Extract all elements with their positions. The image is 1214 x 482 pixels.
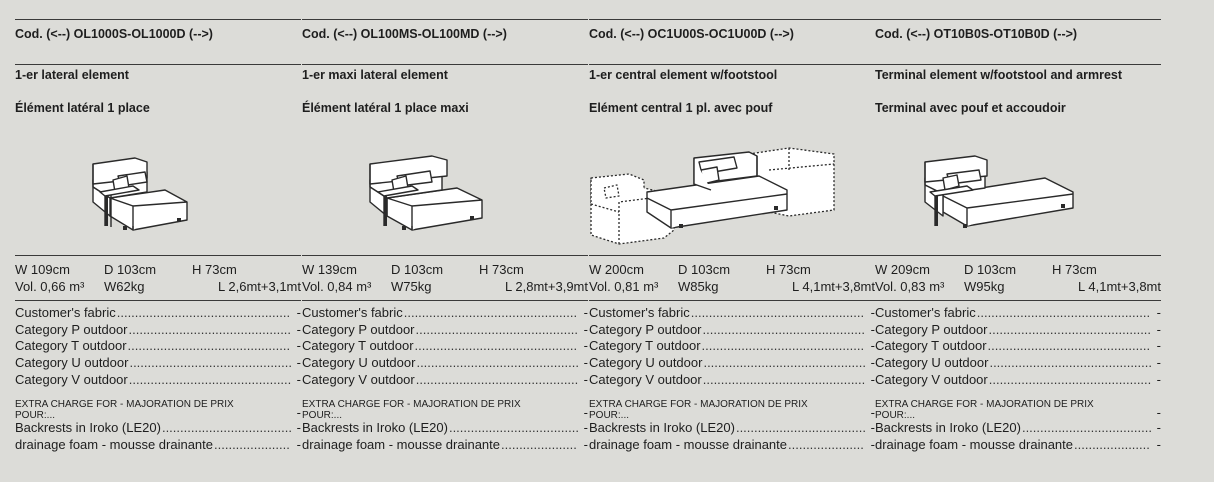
price-row: Category T outdoor ..... - [875, 338, 1161, 355]
depth-value: D 103cm [104, 262, 157, 277]
height-value: H 73cm [766, 262, 811, 277]
width-value: W 200cm [589, 262, 644, 277]
length-value: L 2,8mt+3,9mt [505, 279, 588, 294]
length-value: L 4,1mt+3,8mt [792, 279, 875, 294]
price-row: Customer's fabric ..... - [302, 305, 588, 322]
extra-row: Backrests in Iroko (LE20) ..... - [302, 420, 588, 437]
extra-charge-value: - [1156, 405, 1161, 420]
divider [15, 300, 301, 301]
extra-row: drainage foam - mousse drainante ..... - [15, 437, 301, 454]
divider [302, 64, 588, 65]
divider [875, 64, 1161, 65]
depth-value: D 103cm [964, 262, 1017, 277]
price-row: Customer's fabric ..... - [875, 305, 1161, 322]
product-code: Cod. (<--) OT10B0S-OT10B0D (-->) [875, 27, 1078, 41]
weight-value: W85kg [678, 279, 719, 294]
central-seat-footstool-icon [589, 140, 875, 250]
price-row: Customer's fabric ..... - [589, 305, 875, 322]
price-list [589, 305, 875, 388]
product-name-en: Terminal element w/footstool and armrest [875, 68, 1123, 82]
extra-charge-value: - [870, 405, 875, 420]
length-value: L 2,6mt+3,1mt [218, 279, 301, 294]
extra-charge-title: EXTRA CHARGE FOR - MAJORATION DE PRIX POUR:... [302, 399, 521, 421]
product-column-central [589, 0, 875, 482]
dimensions-row [302, 262, 588, 280]
shipping-row [589, 279, 875, 297]
height-value: H 73cm [192, 262, 237, 277]
extras-list [15, 420, 301, 453]
product-name-fr: Elément central 1 pl. avec pouf [589, 101, 773, 115]
price-row: Category V outdoor ..... - [15, 372, 301, 389]
volume-value: Vol. 0,83 m³ [875, 279, 945, 294]
price-row: Category P outdoor ..... - [302, 322, 588, 339]
product-name-en: 1-er maxi lateral element [302, 68, 448, 82]
volume-value: Vol. 0,66 m³ [15, 279, 85, 294]
price-row: Category P outdoor ..... - [875, 322, 1161, 339]
maxi-lateral-seat-icon [302, 140, 588, 250]
divider [302, 255, 588, 256]
product-code: Cod. (<--) OC1U00S-OC1U00D (-->) [589, 27, 794, 41]
shipping-row [15, 279, 301, 297]
extra-charge-title: EXTRA CHARGE FOR - MAJORATION DE PRIX POUR:... [875, 399, 1094, 421]
lateral-seat-icon [15, 140, 301, 250]
extra-row: Backrests in Iroko (LE20) ..... - [15, 420, 301, 437]
height-value: H 73cm [479, 262, 524, 277]
length-value: L 4,1mt+3,8mt [1078, 279, 1161, 294]
price-list [15, 305, 301, 388]
price-row: Category T outdoor ..... - [15, 338, 301, 355]
dimensions-row [589, 262, 875, 280]
extras-list [302, 420, 588, 453]
price-list [302, 305, 588, 388]
product-name-fr: Élément latéral 1 place [15, 101, 150, 115]
extra-charge-title: EXTRA CHARGE FOR - MAJORATION DE PRIX POUR:... [589, 399, 808, 421]
price-row: Customer's fabric ..... - [15, 305, 301, 322]
product-name-fr: Terminal avec pouf et accoudoir [875, 101, 1066, 115]
weight-value: W62kg [104, 279, 145, 294]
product-name-fr: Élément latéral 1 place maxi [302, 101, 469, 115]
product-name-en: 1-er central element w/footstool [589, 68, 778, 82]
price-list [875, 305, 1161, 388]
extras-list [589, 420, 875, 453]
divider [875, 19, 1161, 20]
extra-row: drainage foam - mousse drainante ..... - [589, 437, 875, 454]
product-code: Cod. (<--) OL1000S-OL1000D (-->) [15, 27, 213, 41]
divider [589, 19, 875, 20]
extra-row: Backrests in Iroko (LE20) ..... - [875, 420, 1161, 437]
width-value: W 109cm [15, 262, 70, 277]
height-value: H 73cm [1052, 262, 1097, 277]
width-value: W 209cm [875, 262, 930, 277]
product-column-maxi-lateral [302, 0, 588, 482]
divider [875, 300, 1161, 301]
depth-value: D 103cm [678, 262, 731, 277]
divider [15, 19, 301, 20]
product-name-en: 1-er lateral element [15, 68, 129, 82]
width-value: W 139cm [302, 262, 357, 277]
price-row: Category U outdoor ..... - [875, 355, 1161, 372]
shipping-row [302, 279, 588, 297]
divider [15, 64, 301, 65]
product-code: Cod. (<--) OL100MS-OL100MD (-->) [302, 27, 507, 41]
divider [589, 300, 875, 301]
price-row: Category P outdoor ..... - [15, 322, 301, 339]
dimensions-row [875, 262, 1161, 280]
product-column-lateral [15, 0, 301, 482]
volume-value: Vol. 0,84 m³ [302, 279, 372, 294]
divider [589, 64, 875, 65]
volume-value: Vol. 0,81 m³ [589, 279, 659, 294]
price-row: Category T outdoor ..... - [302, 338, 588, 355]
extra-charge-title: EXTRA CHARGE FOR - MAJORATION DE PRIX POUR:... [15, 399, 234, 421]
divider [15, 255, 301, 256]
divider [302, 300, 588, 301]
product-column-terminal [875, 0, 1161, 482]
price-row: Category V outdoor ..... - [875, 372, 1161, 389]
price-row: Category T outdoor ..... - [589, 338, 875, 355]
price-row: Category U outdoor ..... - [589, 355, 875, 372]
divider [875, 255, 1161, 256]
weight-value: W75kg [391, 279, 432, 294]
price-row: Category U outdoor ..... - [15, 355, 301, 372]
extra-charge-value: - [296, 405, 301, 420]
price-row: Category U outdoor ..... - [302, 355, 588, 372]
divider [302, 19, 588, 20]
extra-row: drainage foam - mousse drainante ..... - [875, 437, 1161, 454]
shipping-row [875, 279, 1161, 297]
extras-list [875, 420, 1161, 453]
terminal-footstool-armrest-icon [875, 140, 1161, 250]
price-row: Category V outdoor ..... - [589, 372, 875, 389]
depth-value: D 103cm [391, 262, 444, 277]
weight-value: W95kg [964, 279, 1005, 294]
dimensions-row [15, 262, 301, 280]
price-row: Category V outdoor ..... - [302, 372, 588, 389]
price-row: Category P outdoor ..... - [589, 322, 875, 339]
extra-row: Backrests in Iroko (LE20) ..... - [589, 420, 875, 437]
extra-row: drainage foam - mousse drainante ..... - [302, 437, 588, 454]
extra-charge-value: - [583, 405, 588, 420]
divider [589, 255, 875, 256]
